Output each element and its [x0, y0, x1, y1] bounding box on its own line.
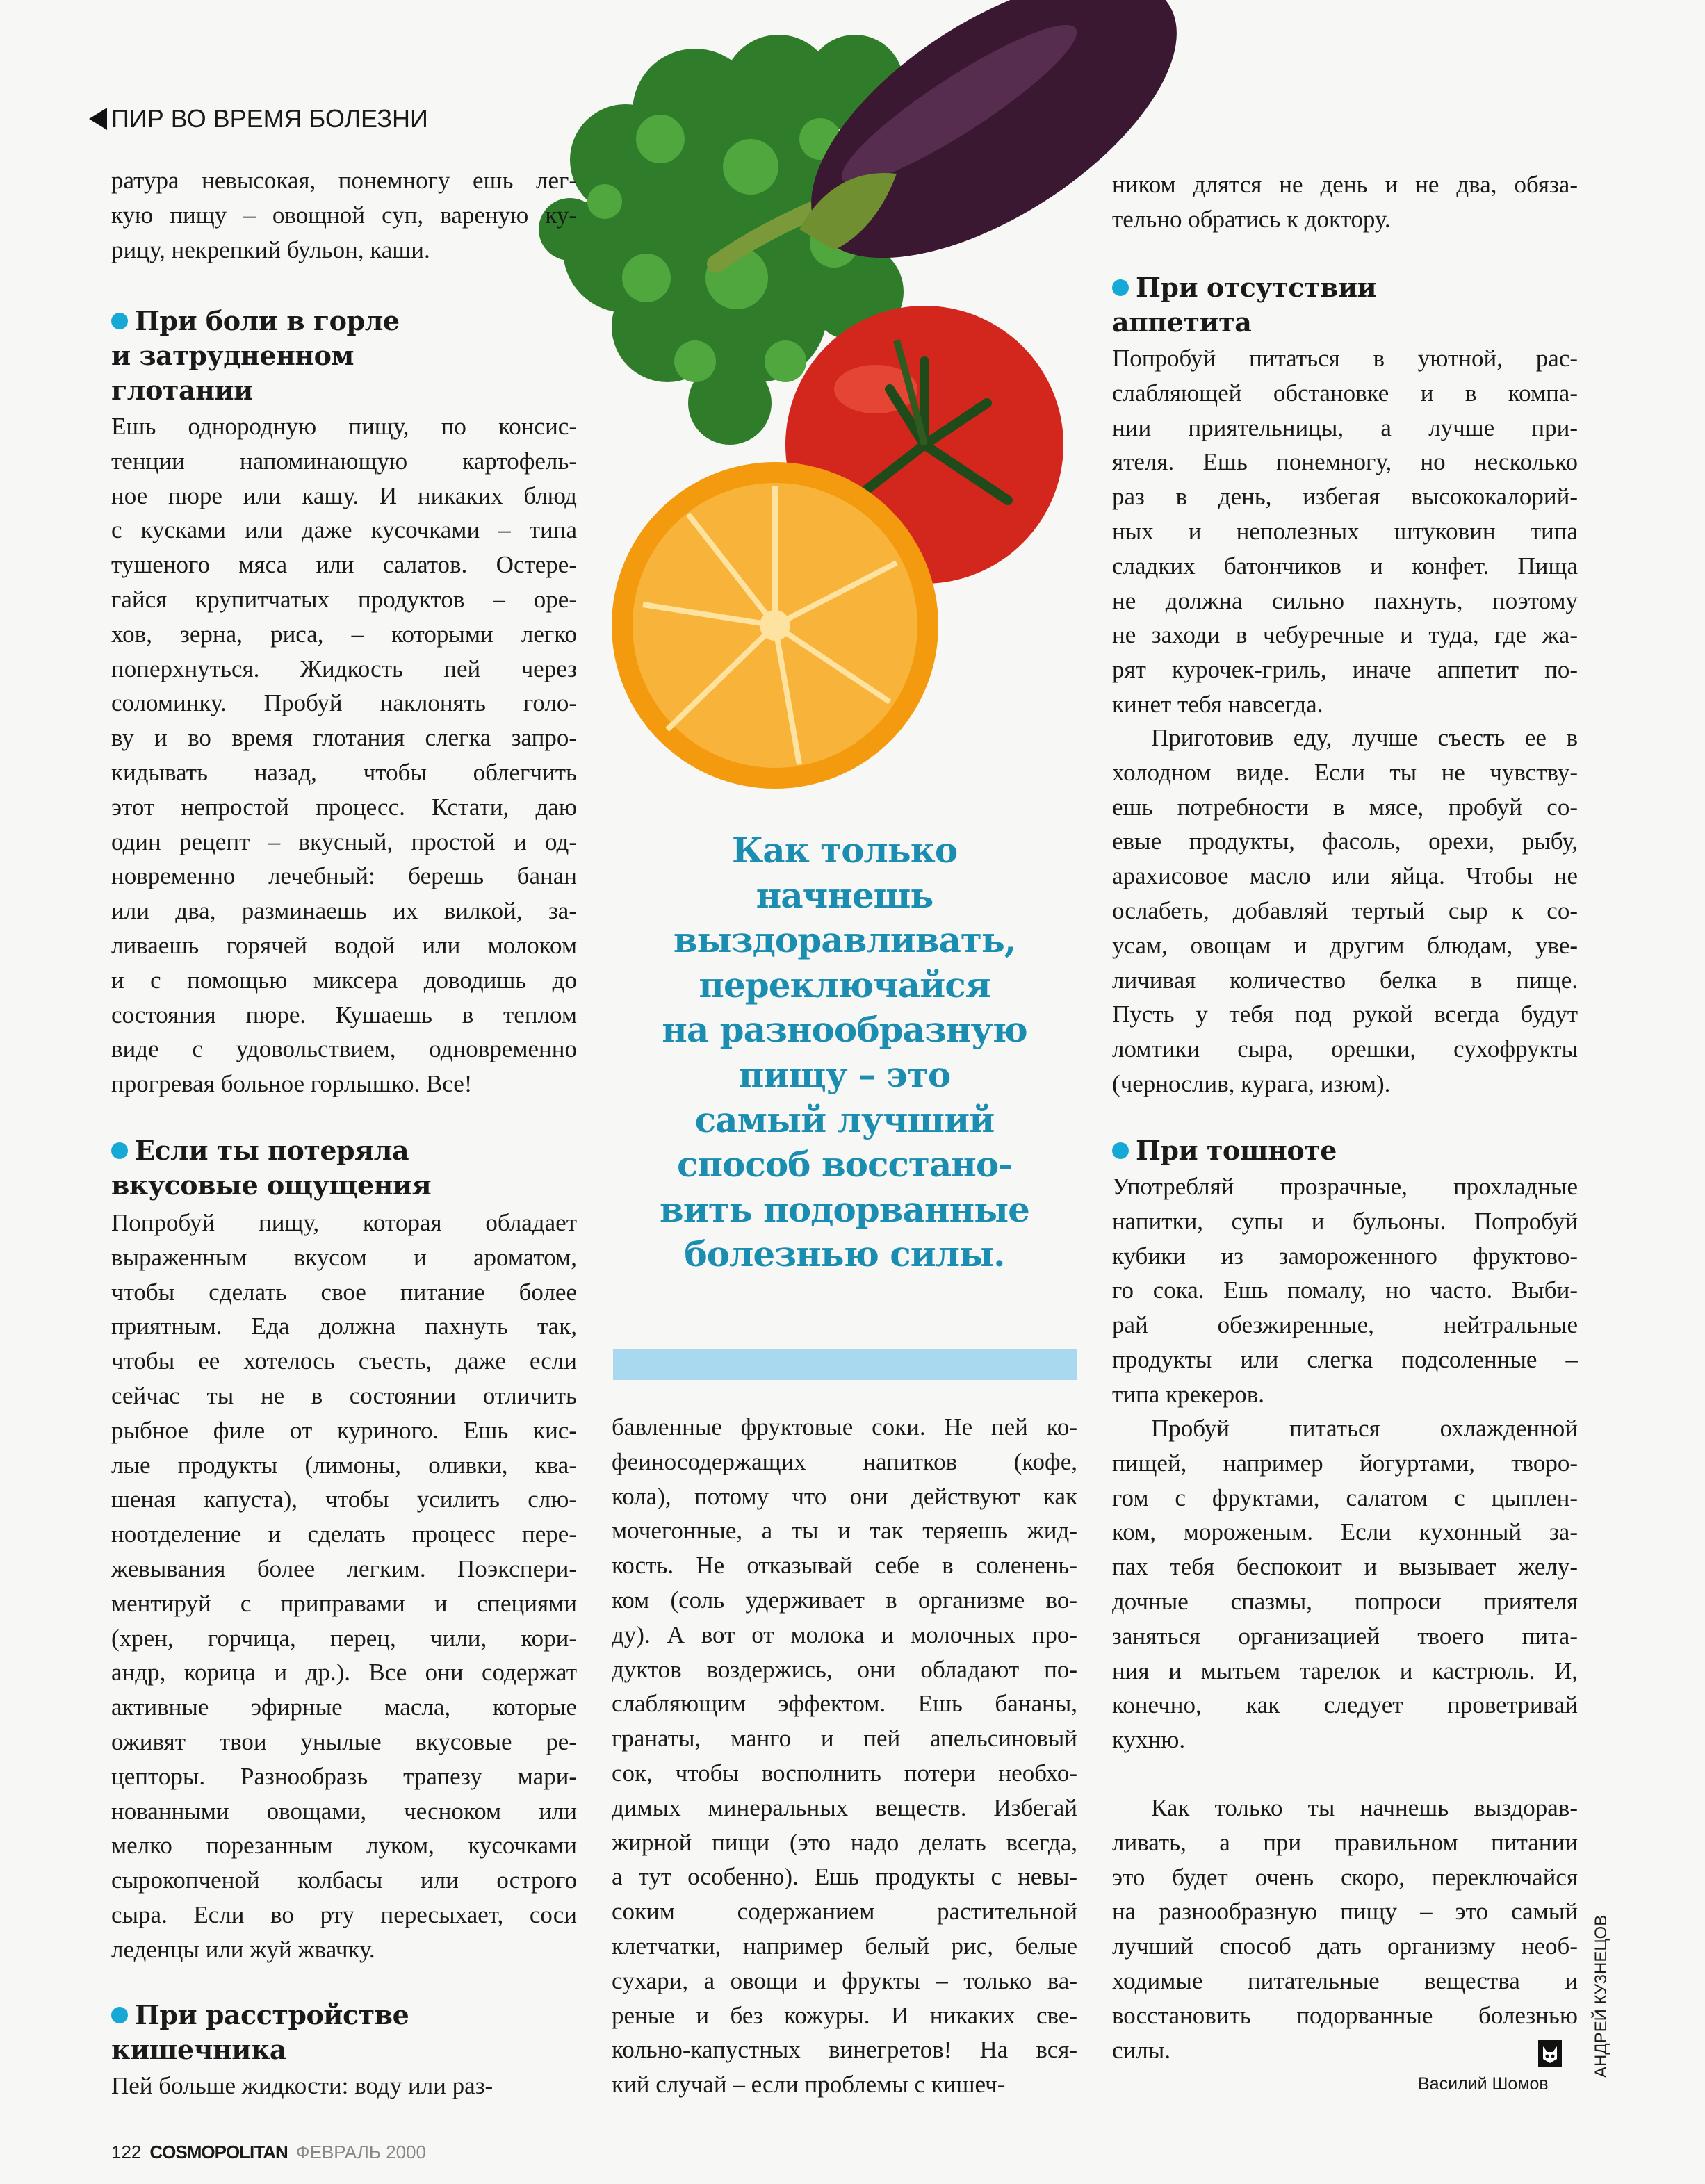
text-line: рицу, некрепкий бульон, каши. — [111, 236, 430, 263]
pull-quote-line: Как только — [731, 830, 958, 871]
text-line: леденцы или жуй жвачку. — [111, 1935, 375, 1963]
text-line: го сока. Ешь помалу, но часто. Выби- — [1112, 1276, 1578, 1304]
heading-text: Если ты потеряла — [135, 1135, 409, 1166]
text-line: лые продукты (лимоны, оливки, ква- — [111, 1451, 577, 1479]
text-line: это будет очень скоро, переключайся — [1112, 1863, 1578, 1891]
text-line: димых минеральных веществ. Избегай — [612, 1793, 1077, 1821]
photo-credit: Василий Шомов — [1418, 2074, 1549, 2094]
paragraph — [1112, 341, 1578, 722]
bullet-dot-icon — [111, 2007, 128, 2023]
text-line: феиносодержащих напитков (кофе, — [612, 1447, 1077, 1475]
text-line: ником длятся не день и не два, обяза- — [1112, 171, 1578, 198]
text-line: а тут особенно). Ешь продукты с невы- — [612, 1863, 1077, 1891]
text-line: рай обезжиренные, нейтральные — [1112, 1311, 1578, 1339]
pull-quote-line: пищу – это — [738, 1053, 951, 1095]
text-line: кубики из замороженного фруктово- — [1112, 1242, 1578, 1270]
text-line: с кусками или даже кусочками – типа — [111, 516, 577, 544]
text-line: Как только ты начнешь выздорав- — [1151, 1794, 1578, 1821]
paragraph — [1112, 1411, 1578, 1757]
heading-text: При расстройстве — [135, 1999, 409, 2030]
text-line: напитки, супы и бульоны. Попробуй — [1112, 1207, 1578, 1235]
text-line: на разнообразную пищу – это самый — [1112, 1898, 1578, 1926]
text-line: сок, чтобы восполнить потери необхо- — [612, 1759, 1077, 1787]
section-heading — [111, 304, 577, 407]
bullet-dot-icon — [1112, 1142, 1129, 1159]
text-line: кидывать назад, чтобы облегчить — [111, 758, 577, 786]
pull-quote-line: болезнью силы. — [684, 1233, 1005, 1275]
page-footer — [111, 2142, 426, 2163]
text-line: жевывания более легким. Поэкспери- — [111, 1554, 577, 1582]
text-line: ду). А вот от молока и молочных про- — [612, 1620, 1077, 1648]
text-line: сырокопченой колбасы или острого — [111, 1866, 577, 1894]
text-line: ных и неполезных штуковин типа — [1112, 517, 1578, 545]
text-line: ломтики сыра, орешки, сухофрукты — [1112, 1035, 1578, 1063]
text-line: ливать, а при правильном питании — [1112, 1828, 1578, 1856]
text-line: приятным. Еда должна пахнуть так, — [111, 1313, 577, 1340]
heading-text: При тошноте — [1136, 1135, 1337, 1166]
text-line: ослабеть, добавляй тертый сыр к со- — [1112, 896, 1578, 924]
text-line: арахисовое масло или яйца. Чтобы не — [1112, 862, 1578, 890]
text-line: холодном виде. Если ты не чувству- — [1112, 758, 1578, 786]
paragraph — [1112, 1791, 1578, 2067]
page-number: 122 — [111, 2142, 142, 2162]
text-line: дочные спазмы, попроси приятеля — [1112, 1587, 1578, 1615]
text-line: (хрен, горчица, перец, чили, кори- — [111, 1624, 577, 1652]
text-line: ходимые питательные вещества и — [1112, 1967, 1578, 1994]
text-line: рят курочек-гриль, иначе аппетит по- — [1112, 656, 1578, 684]
heading-line: и затрудненном — [111, 339, 354, 371]
text-line: дуктов воздержись, они обладают по- — [612, 1655, 1077, 1683]
text-line: личивая количество белка в пище. — [1112, 966, 1578, 994]
bullet-dot-icon — [111, 313, 128, 329]
text-line: чтобы сделать свое питание более — [111, 1278, 577, 1306]
triangle-left-icon — [89, 108, 107, 130]
text-line: раз в день, избегая высококалорий- — [1112, 483, 1578, 511]
pull-quote-line: на разнообразную — [662, 1009, 1027, 1051]
paragraph — [111, 409, 577, 1101]
author-credit: АНДРЕЙ КУЗНЕЦОВ — [1592, 1914, 1610, 2078]
pull-quote-line: самый лучший — [694, 1099, 995, 1140]
text-line: сухари, а овощи и фрукты – только ва- — [612, 1967, 1077, 1994]
text-line: продукты или слегка подсоленные – — [1112, 1345, 1578, 1373]
text-line: гом с фруктами, салатом с цыплен- — [1112, 1484, 1578, 1511]
text-line: Пей больше жидкости: воду или раз- — [111, 2072, 493, 2099]
paragraph — [111, 1206, 577, 1967]
text-line: конечно, как следует проветривай — [1112, 1691, 1578, 1719]
text-line: тушеного мяса или салатов. Остере- — [111, 551, 577, 579]
heading-line: вкусовые ощущения — [111, 1169, 432, 1201]
orange-icon — [612, 462, 938, 789]
text-line: мелко порезанным луком, кусочками — [111, 1832, 577, 1859]
section-heading — [111, 1133, 577, 1203]
text-line: ливаешь горячей водой или молоком — [111, 931, 577, 959]
text-line: ния и мытьем тарелок и кастрюль. И, — [1112, 1657, 1578, 1684]
text-line: кий случай – если проблемы с кишеч- — [612, 2071, 1006, 2099]
text-line: не должна сильно пахнуть, поэтому — [1112, 586, 1578, 614]
text-line: ком (соль удерживает в организме во- — [612, 1586, 1077, 1614]
text-line: виде с удовольствием, одновременно — [111, 1035, 577, 1063]
pull-quote — [612, 828, 1077, 1277]
heading-line: аппетита — [1112, 306, 1252, 338]
text-line: пах тебя беспокоит и вызывает желу- — [1112, 1553, 1578, 1581]
paragraph — [111, 2069, 577, 2103]
text-line: ком, мороженым. Если кухонный за- — [1112, 1518, 1578, 1546]
text-line: цепторы. Разнообразь трапезу мари- — [111, 1762, 577, 1790]
text-line: усам, овощам и другим блюдам, уве- — [1112, 931, 1578, 959]
text-line: соломинку. Пробуй наклонять голо- — [111, 689, 577, 717]
text-line: состояния пюре. Кушаешь в теплом — [111, 1001, 577, 1028]
text-line: заняться организацией твоего пита- — [1112, 1622, 1578, 1650]
text-line: лучший способ дать организму необ- — [1112, 1932, 1578, 1960]
text-line: (чернослив, курага, изюм). — [1112, 1069, 1391, 1097]
heading-line — [1112, 1133, 1578, 1168]
bullet-dot-icon — [111, 1142, 128, 1159]
text-line: ешь потребности в мясе, пробуй со- — [1112, 793, 1578, 821]
section-title: ПИР ВО ВРЕМЯ БОЛЕЗНИ — [111, 104, 428, 133]
heading-text: При отсутствии — [1136, 272, 1377, 303]
pull-quote-line: выздоравливать, — [673, 919, 1016, 961]
text-line: Пусть у тебя под рукой всегда будут — [1112, 1001, 1578, 1028]
bullet-dot-icon — [1112, 279, 1129, 296]
text-line: оживят твои унылые вкусовые ре- — [111, 1727, 577, 1755]
text-line: прогревая больное горлышко. Все! — [111, 1070, 473, 1098]
pull-quote-line: начнешь — [756, 874, 933, 916]
heading-line — [111, 1133, 577, 1168]
pull-quote-line: переключайся — [699, 964, 990, 1005]
heading-line — [1112, 270, 1578, 305]
heading-line: кишечника — [111, 2033, 287, 2065]
text-line: пищей, например йогуртами, творо- — [1112, 1449, 1578, 1477]
text-line: кую пищу – овощной суп, вареную ку- — [111, 201, 577, 229]
text-line: Попробуй пищу, которая обладает — [111, 1209, 577, 1236]
text-line: Попробуй питаться в уютной, рас- — [1112, 345, 1578, 372]
paragraph — [1112, 167, 1578, 237]
paragraph — [1112, 721, 1578, 1101]
text-line: и с помощью миксера доводишь до — [111, 966, 577, 994]
text-line: рыбное филе от куриного. Ешь кис- — [111, 1416, 577, 1444]
pull-quote-line: способ восстано- — [677, 1144, 1012, 1185]
text-line: гранаты, манго и пей апельсиновый — [612, 1725, 1077, 1752]
text-line: мочегонные, а ты и так теряешь жид- — [612, 1517, 1077, 1545]
text-line: гайся крупитчатых продуктов – оре- — [111, 585, 577, 613]
text-line: Приготовив еду, лучше съесть ее в — [1151, 724, 1578, 751]
magazine-name: COSMOPOLITAN — [149, 2142, 288, 2162]
text-line: кольно-капустных винегретов! На вся- — [612, 2036, 1077, 2064]
section-heading — [1112, 270, 1578, 340]
text-line: слабляющей обстановке и в компа- — [1112, 379, 1578, 407]
text-line: Пробуй питаться охлажденной — [1151, 1415, 1578, 1442]
heading-line — [111, 304, 577, 338]
paragraph — [1112, 1169, 1578, 1412]
text-line: ноотделение и сделать процесс пере- — [111, 1520, 577, 1548]
paragraph — [111, 163, 577, 267]
text-line: ву и во время глотания слегка запро- — [111, 724, 577, 752]
text-line: нии приятельницы, а лучше при- — [1112, 413, 1578, 441]
text-line: ное пюре или кашу. И никаких блюд — [111, 482, 577, 509]
text-line: или два, разминаешь их вилкой, за- — [111, 897, 577, 925]
photographer-logo-icon — [1537, 2039, 1563, 2067]
text-line: сейчас ты не в состоянии отличить — [111, 1381, 577, 1409]
text-line: поперхнуться. Жидкость пей через — [111, 655, 577, 682]
text-line: шеная капуста), чтобы усилить слю- — [111, 1486, 577, 1513]
text-line: ментируй с приправами и специями — [111, 1589, 577, 1617]
text-line: сыра. Если во рту пересыхает, соси — [111, 1900, 577, 1928]
text-line: кость. Не отказывай себе в соленень- — [612, 1552, 1077, 1579]
heading-line: глотании — [111, 374, 253, 406]
pull-quote-line: вить подорванные — [660, 1188, 1029, 1230]
text-line: новременно лечебный: берешь банан — [111, 862, 577, 890]
section-heading — [111, 1998, 577, 2067]
text-line: типа крекеров. — [1112, 1380, 1265, 1408]
text-line: хов, зерна, риса, – которыми легко — [111, 620, 577, 648]
text-line: сладких батончиков и конфет. Пища — [1112, 552, 1578, 580]
text-line: выраженным вкусом и ароматом, — [111, 1243, 577, 1271]
text-line: жирной пищи (это надо делать всегда, — [612, 1828, 1077, 1856]
running-head — [89, 104, 428, 133]
text-line: клетчатки, например белый рис, белые — [612, 1932, 1077, 1960]
text-line: Ешь однородную пищу, по консис- — [111, 413, 577, 440]
text-line: кинет тебя навсегда. — [1112, 690, 1323, 718]
text-line: слабляющим эффектом. Ешь бананы, — [612, 1690, 1077, 1718]
text-line: восстановить подорванные болезнью — [1112, 2001, 1578, 2029]
text-line: соким содержанием растительной — [612, 1898, 1077, 1926]
text-line: кола), потому что они действуют как — [612, 1482, 1077, 1510]
text-line: евые продукты, фасоль, орехи, рыбу, — [1112, 828, 1578, 855]
text-line: активные эфирные масла, которые — [111, 1693, 577, 1721]
text-line: чтобы ее хотелось съесть, даже если — [111, 1347, 577, 1375]
text-line: тенции напоминающую картофель- — [111, 447, 577, 475]
paragraph — [612, 1410, 1077, 2102]
heading-text: При боли в горле — [135, 305, 400, 336]
text-line: тельно обратись к доктору. — [1112, 205, 1391, 233]
text-line: андр, корица и др.). Все они содержат — [111, 1659, 577, 1686]
text-line: один рецепт – вкусный, простой и од- — [111, 828, 577, 855]
text-line: бавленные фруктовые соки. Не пей ко- — [612, 1413, 1077, 1440]
text-line: не заходи в чебуречные и туда, где жа- — [1112, 621, 1578, 649]
text-line: ратура невысокая, понемногу ешь лег- — [111, 167, 577, 194]
text-line: кухню. — [1112, 1726, 1186, 1754]
heading-line — [111, 1998, 577, 2033]
decorative-bar — [613, 1349, 1077, 1380]
issue-date: ФЕВРАЛЬ 2000 — [295, 2142, 426, 2162]
text-line: реные и без кожуры. И никаких све- — [612, 2001, 1077, 2029]
text-line: Употребляй прозрачные, прохладные — [1112, 1173, 1578, 1200]
text-line: нованными овощами, чесноком или — [111, 1797, 577, 1825]
text-line: ятеля. Ешь понемногу, но несколько — [1112, 448, 1578, 476]
section-heading — [1112, 1133, 1578, 1168]
text-line: этот непростой процесс. Кстати, даю — [111, 793, 577, 821]
text-line: силы. — [1112, 2036, 1170, 2064]
